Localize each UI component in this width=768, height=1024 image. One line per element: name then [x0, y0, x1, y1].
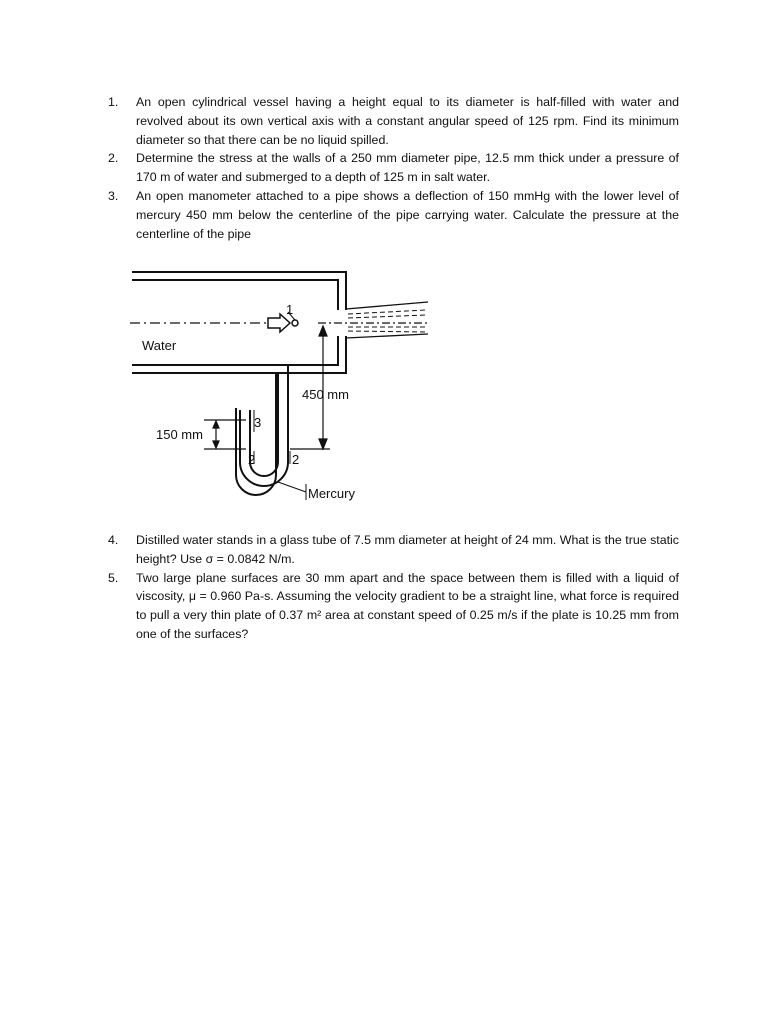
problem-text: Distilled water stands in a glass tube of 7.5 mm diameter at height of 24 mm. What is the true static height? Use σ = 0.0842 N/m.: [136, 533, 679, 566]
problem-text: Two large plane surfaces are 30 mm apart and the space between them is filled with a liquid of viscosity, μ = 0.960 Pa-s. Assuming the velocity gradient to be a straight line, what force is required to pull a very thin plate of 0.37 m² area at constant speed of 0.25 m/s if the plate is 10.25 mm from one of the surfaces?: [136, 570, 679, 641]
dimension-150-label: 150 mm: [156, 427, 203, 442]
point-1-label: 1: [286, 302, 294, 317]
problem-2: [108, 149, 679, 187]
problem-number: 5.: [108, 570, 119, 585]
dimension-450-label: 450 mm: [302, 387, 349, 402]
problem-3: [108, 187, 679, 243]
manometer-diagram: [128, 252, 440, 514]
manometer-figure: [128, 252, 440, 514]
problem-number: 2.: [108, 151, 119, 166]
problem-list-bottom: [108, 531, 679, 644]
problem-text: An open manometer attached to a pipe shows a deflection of 150 mmHg with the lower level of mercury 450 mm below the centerline of the pipe carrying water. Calculate the pressure at the centerline of the pipe: [136, 188, 679, 241]
problem-1: [108, 93, 679, 149]
problem-4: [108, 531, 679, 569]
problem-list-top: [108, 93, 679, 243]
problem-number: 1.: [108, 95, 119, 109]
problem-text: Determine the stress at the walls of a 250 mm diameter pipe, 12.5 mm thick under a pressure of 170 m of water and submerged to a depth of 125 m in salt water.: [136, 151, 679, 185]
problem-number: 4.: [108, 533, 119, 547]
point-2-left-label: 2: [248, 452, 256, 467]
problem-5: [108, 569, 679, 644]
problem-number: 3.: [108, 188, 119, 203]
problem-text: An open cylindrical vessel having a height equal to its diameter is half-filled with water and revolved about its own vertical axis with a constant angular speed of 125 rpm. Find its minimum diameter so that there can be no liquid spilled.: [136, 95, 679, 147]
mercury-label: Mercury: [308, 486, 355, 501]
point-2-right-label: 2: [292, 452, 300, 467]
water-label: Water: [142, 338, 177, 353]
mercury-leader: [278, 482, 306, 492]
point-3-label: 3: [254, 415, 262, 430]
